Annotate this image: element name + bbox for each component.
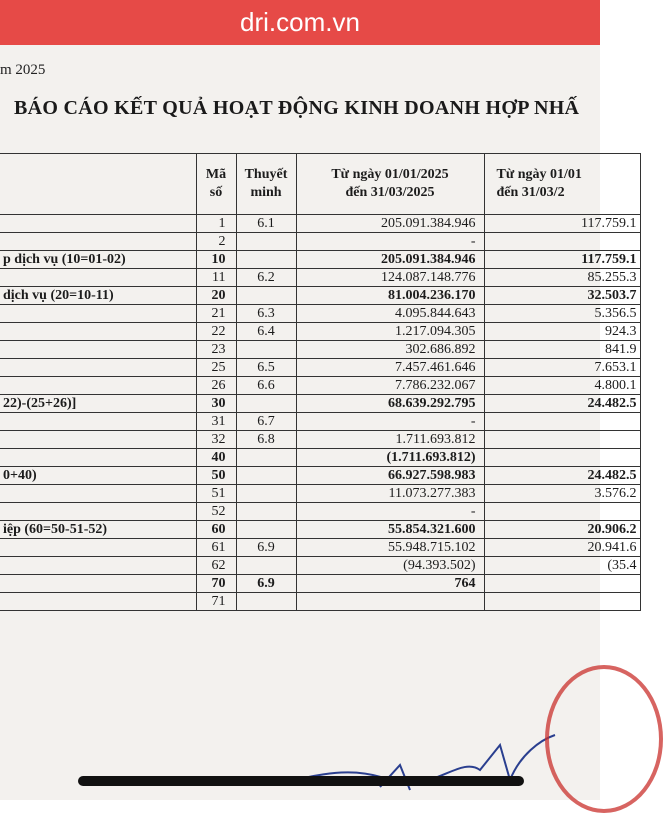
row-prior-value <box>484 449 640 467</box>
row-ma-so: 11 <box>196 269 236 287</box>
row-thuyet-minh <box>236 341 296 359</box>
header-item <box>0 154 196 215</box>
row-thuyet-minh <box>236 449 296 467</box>
table-row <box>0 593 640 611</box>
row-thuyet-minh <box>236 593 296 611</box>
row-ma-so: 62 <box>196 557 236 575</box>
row-ma-so: 21 <box>196 305 236 323</box>
row-label <box>0 449 196 467</box>
row-prior-value: 4.800.1 <box>484 377 640 395</box>
row-prior-value: 841.9 <box>484 341 640 359</box>
row-label <box>0 485 196 503</box>
row-ma-so: 23 <box>196 341 236 359</box>
row-current-value: - <box>296 233 484 251</box>
header-thuyet-minh: Thuyết minh <box>236 154 296 215</box>
row-label <box>0 323 196 341</box>
row-prior-value <box>484 503 640 521</box>
row-label <box>0 305 196 323</box>
table-row <box>0 269 640 287</box>
table-row <box>0 431 640 449</box>
row-prior-value: 20.906.2 <box>484 521 640 539</box>
row-label <box>0 593 196 611</box>
row-prior-value <box>484 233 640 251</box>
row-ma-so: 26 <box>196 377 236 395</box>
row-current-value: 11.073.277.383 <box>296 485 484 503</box>
table-row <box>0 287 640 305</box>
row-ma-so: 40 <box>196 449 236 467</box>
row-label <box>0 377 196 395</box>
row-current-value: - <box>296 413 484 431</box>
header-ma-so: Mã số <box>196 154 236 215</box>
row-current-value: 55.854.321.600 <box>296 521 484 539</box>
row-current-value: 1.711.693.812 <box>296 431 484 449</box>
row-current-value: 81.004.236.170 <box>296 287 484 305</box>
row-label <box>0 359 196 377</box>
row-thuyet-minh <box>236 233 296 251</box>
row-ma-so: 31 <box>196 413 236 431</box>
row-prior-value: 3.576.2 <box>484 485 640 503</box>
row-label <box>0 431 196 449</box>
row-label: 0+40) <box>0 467 196 485</box>
row-label <box>0 503 196 521</box>
row-thuyet-minh <box>236 503 296 521</box>
row-current-value: 205.091.384.946 <box>296 251 484 269</box>
row-ma-so: 1 <box>196 215 236 233</box>
row-prior-value: 85.255.3 <box>484 269 640 287</box>
row-thuyet-minh: 6.8 <box>236 431 296 449</box>
row-current-value: 4.095.844.643 <box>296 305 484 323</box>
report-date-fragment: m 2025 <box>0 62 46 78</box>
row-ma-so: 61 <box>196 539 236 557</box>
row-thuyet-minh <box>236 467 296 485</box>
row-label: iệp (60=50-51-52) <box>0 521 196 539</box>
row-label <box>0 215 196 233</box>
table-row <box>0 233 640 251</box>
row-prior-value <box>484 575 640 593</box>
row-ma-so: 20 <box>196 287 236 305</box>
row-ma-so: 30 <box>196 395 236 413</box>
row-prior-value: 24.482.5 <box>484 395 640 413</box>
row-current-value: 7.786.232.067 <box>296 377 484 395</box>
document-page <box>0 45 637 800</box>
row-thuyet-minh: 6.4 <box>236 323 296 341</box>
row-label <box>0 557 196 575</box>
row-prior-value: 117.759.1 <box>484 251 640 269</box>
row-prior-value <box>484 431 640 449</box>
row-thuyet-minh: 6.3 <box>236 305 296 323</box>
row-current-value: 302.686.892 <box>296 341 484 359</box>
row-thuyet-minh <box>236 251 296 269</box>
table-row <box>0 305 640 323</box>
row-ma-so: 70 <box>196 575 236 593</box>
table-row <box>0 377 640 395</box>
row-prior-value: 5.356.5 <box>484 305 640 323</box>
row-current-value: 1.217.094.305 <box>296 323 484 341</box>
row-prior-value: 7.653.1 <box>484 359 640 377</box>
row-thuyet-minh <box>236 521 296 539</box>
row-current-value: 205.091.384.946 <box>296 215 484 233</box>
row-prior-value: 20.941.6 <box>484 539 640 557</box>
row-thuyet-minh <box>236 395 296 413</box>
row-ma-so: 32 <box>196 431 236 449</box>
row-current-value: 68.639.292.795 <box>296 395 484 413</box>
row-label: dịch vụ (20=10-11) <box>0 287 196 305</box>
row-thuyet-minh: 6.7 <box>236 413 296 431</box>
row-ma-so: 52 <box>196 503 236 521</box>
income-statement-table-wrap <box>0 153 637 611</box>
table-header-row <box>0 154 640 215</box>
row-thuyet-minh: 6.1 <box>236 215 296 233</box>
table-row <box>0 539 640 557</box>
row-prior-value: (35.4 <box>484 557 640 575</box>
row-ma-so: 25 <box>196 359 236 377</box>
row-ma-so: 2 <box>196 233 236 251</box>
row-ma-so: 71 <box>196 593 236 611</box>
header-current-period: Từ ngày 01/01/2025 đến 31/03/2025 <box>296 154 484 215</box>
row-prior-value <box>484 413 640 431</box>
row-ma-so: 50 <box>196 467 236 485</box>
row-thuyet-minh: 6.9 <box>236 539 296 557</box>
report-title: BÁO CÁO KẾT QUẢ HOẠT ĐỘNG KINH DOANH HỢP NHẤ <box>14 97 580 119</box>
row-label <box>0 539 196 557</box>
row-label <box>0 269 196 287</box>
row-thuyet-minh <box>236 287 296 305</box>
table-row <box>0 503 640 521</box>
row-prior-value: 32.503.7 <box>484 287 640 305</box>
row-current-value: (1.711.693.812) <box>296 449 484 467</box>
row-current-value: 66.927.598.983 <box>296 467 484 485</box>
table-row <box>0 557 640 575</box>
table-row <box>0 323 640 341</box>
row-thuyet-minh: 6.9 <box>236 575 296 593</box>
row-label <box>0 575 196 593</box>
table-row <box>0 359 640 377</box>
table-row <box>0 521 640 539</box>
table-row <box>0 341 640 359</box>
table-row <box>0 467 640 485</box>
row-prior-value: 924.3 <box>484 323 640 341</box>
row-prior-value <box>484 593 640 611</box>
table-row <box>0 485 640 503</box>
row-thuyet-minh <box>236 557 296 575</box>
row-thuyet-minh: 6.6 <box>236 377 296 395</box>
table-row <box>0 215 640 233</box>
row-ma-so: 60 <box>196 521 236 539</box>
row-label <box>0 341 196 359</box>
row-thuyet-minh <box>236 485 296 503</box>
row-ma-so: 51 <box>196 485 236 503</box>
browser-url-bar[interactable] <box>0 0 600 45</box>
row-current-value: 7.457.461.646 <box>296 359 484 377</box>
home-indicator-bar[interactable] <box>78 776 524 786</box>
table-row <box>0 449 640 467</box>
company-seal <box>545 665 663 813</box>
table-row <box>0 251 640 269</box>
table-row <box>0 413 640 431</box>
income-statement-table <box>0 153 641 611</box>
row-current-value: - <box>296 503 484 521</box>
row-ma-so: 22 <box>196 323 236 341</box>
row-ma-so: 10 <box>196 251 236 269</box>
row-label: p dịch vụ (10=01-02) <box>0 251 196 269</box>
row-current-value: 764 <box>296 575 484 593</box>
row-thuyet-minh: 6.2 <box>236 269 296 287</box>
row-label <box>0 413 196 431</box>
row-current-value: 55.948.715.102 <box>296 539 484 557</box>
row-prior-value: 117.759.1 <box>484 215 640 233</box>
row-thuyet-minh: 6.5 <box>236 359 296 377</box>
url-text: dri.com.vn <box>240 7 360 37</box>
row-current-value <box>296 593 484 611</box>
table-row <box>0 395 640 413</box>
row-current-value: 124.087.148.776 <box>296 269 484 287</box>
header-prior-period: Từ ngày 01/01 đến 31/03/2 <box>484 154 640 215</box>
row-label <box>0 233 196 251</box>
table-row <box>0 575 640 593</box>
row-current-value: (94.393.502) <box>296 557 484 575</box>
row-prior-value: 24.482.5 <box>484 467 640 485</box>
row-label: 22)-(25+26)] <box>0 395 196 413</box>
